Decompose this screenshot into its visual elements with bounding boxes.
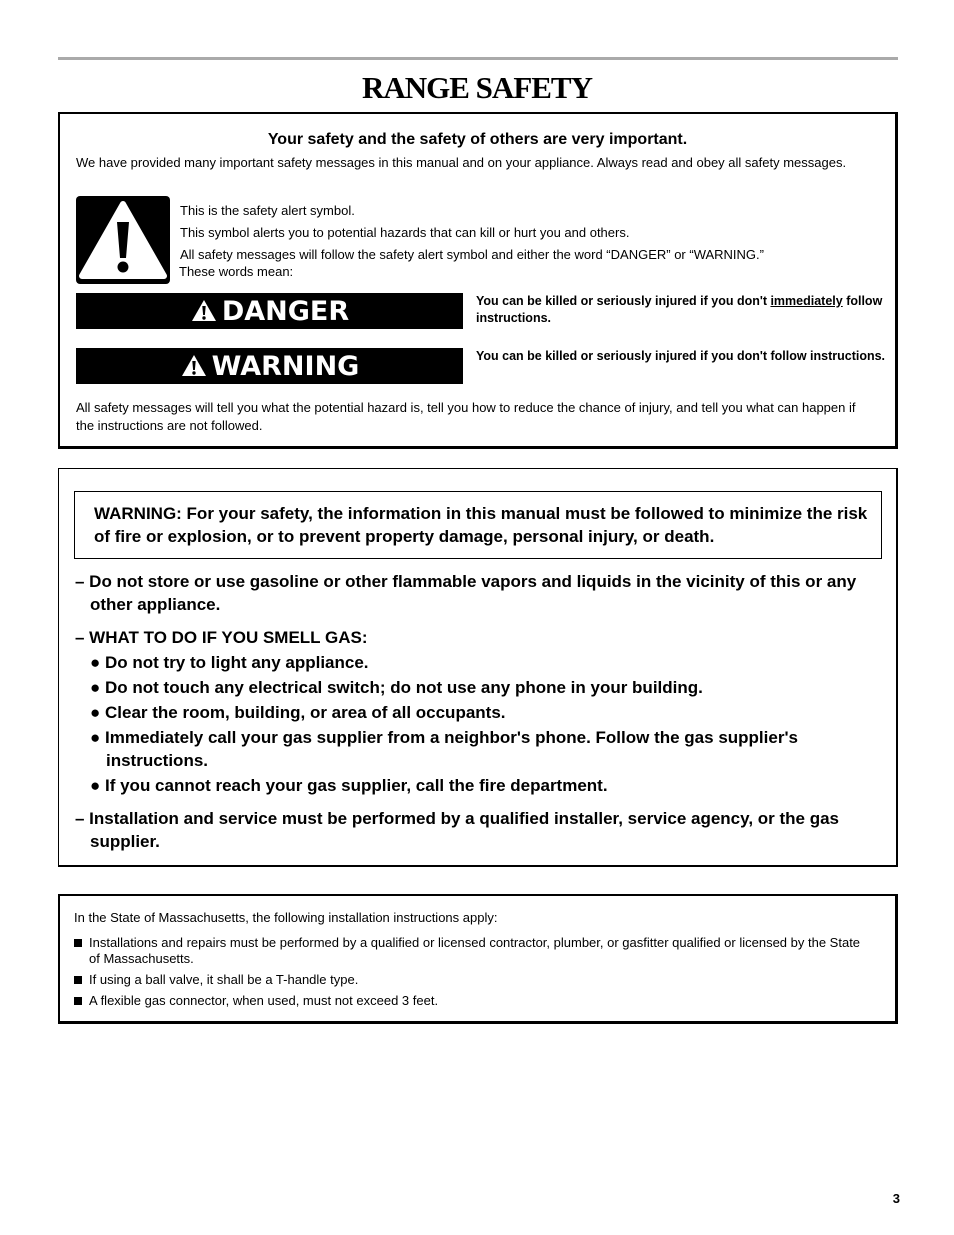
list-item: – Installation and service must be performed by a qualified installer, service agency, or the gas supplier. xyxy=(75,809,840,851)
danger-meaning xyxy=(476,293,896,327)
list-item: – Do not store or use gasoline or other flammable vapors and liquids in the vicinity of this or any other appliance. xyxy=(75,572,857,614)
list-item-text: A flexible gas connector, when used, must not exceed 3 feet. xyxy=(89,993,439,1008)
page-title: RANGE SAFETY xyxy=(361,70,592,105)
safety-alert-triangle-icon xyxy=(76,196,170,284)
gas-warning-box xyxy=(58,468,898,867)
square-bullet-icon xyxy=(74,939,82,947)
list-item: ● Do not try to light any appliance. xyxy=(90,653,369,672)
warning-alert-icon xyxy=(180,353,208,379)
list-item: ● If you cannot reach your gas supplier, call the fire department. xyxy=(90,776,608,795)
list-item: – WHAT TO DO IF YOU SMELL GAS: xyxy=(75,628,368,647)
list-item-text: If using a ball valve, it shall be a T-handle type. xyxy=(89,972,359,987)
list-item xyxy=(74,993,874,1009)
danger-label: DANGER xyxy=(221,295,350,327)
massachusetts-list xyxy=(74,935,874,1014)
safety-intro-text: We have provided many important safety messages in this manual and on your appliance. Always read and obey all safety messages. xyxy=(76,155,847,170)
square-bullet-icon xyxy=(74,997,82,1005)
page-number: 3 xyxy=(892,1191,900,1206)
danger-signal-bar xyxy=(76,293,463,329)
alert-line: This is the safety alert symbol. xyxy=(180,203,355,218)
danger-meaning-text: follow instructions. xyxy=(476,294,883,325)
safety-heading: Your safety and the safety of others are very important. xyxy=(267,131,688,148)
list-item: ● Clear the room, building, or area of all occupants. xyxy=(90,703,506,722)
list-item: ● Do not touch any electrical switch; do not use any phone in your building. xyxy=(90,678,703,697)
danger-meaning-emphasis: immediately xyxy=(770,294,843,308)
safety-intro-box xyxy=(58,112,898,449)
top-rule xyxy=(58,57,898,60)
warning-meaning: You can be killed or seriously injured if you don't follow instructions. xyxy=(476,349,886,363)
warning-label: WARNING xyxy=(211,350,360,382)
alert-line: These words mean: xyxy=(179,264,294,279)
list-item: ● Immediately call your gas supplier from a neighbor's phone. Follow the gas supplier's instructions. xyxy=(90,728,798,770)
gas-warning-list xyxy=(75,570,880,863)
list-item-text: Installations and repairs must be performed by a qualified or licensed contractor, plumber, or gasfitter qualified or licensed by the State of Massachusetts. xyxy=(89,935,861,966)
massachusetts-box xyxy=(58,894,898,1024)
gas-warning-headline: WARNING: For your safety, the information in this manual must be followed to minimize the risk of fire or explosion, or to prevent property damage, personal injury, or death. xyxy=(74,491,882,559)
square-bullet-icon xyxy=(74,976,82,984)
list-item xyxy=(74,972,874,988)
massachusetts-intro: In the State of Massachusetts, the following installation instructions apply: xyxy=(74,910,498,925)
danger-alert-icon xyxy=(190,298,218,324)
smell-gas-steps xyxy=(90,651,880,797)
alert-description xyxy=(180,202,880,285)
safety-footer-text: All safety messages will tell you what the potential hazard is, tell you how to reduce the chance of injury, and tell you what can happen if the instructions are not followed. xyxy=(76,400,856,433)
safety-alert-symbol xyxy=(76,196,170,284)
warning-signal-bar xyxy=(76,348,463,384)
list-item xyxy=(74,935,874,967)
alert-line: This symbol alerts you to potential hazards that can kill or hurt you and others. xyxy=(180,225,630,240)
alert-line: All safety messages will follow the safety alert symbol and either the word “DANGER” or “WARNING.” xyxy=(180,247,764,262)
danger-meaning-text: You can be killed or seriously injured if you don't xyxy=(476,294,771,308)
